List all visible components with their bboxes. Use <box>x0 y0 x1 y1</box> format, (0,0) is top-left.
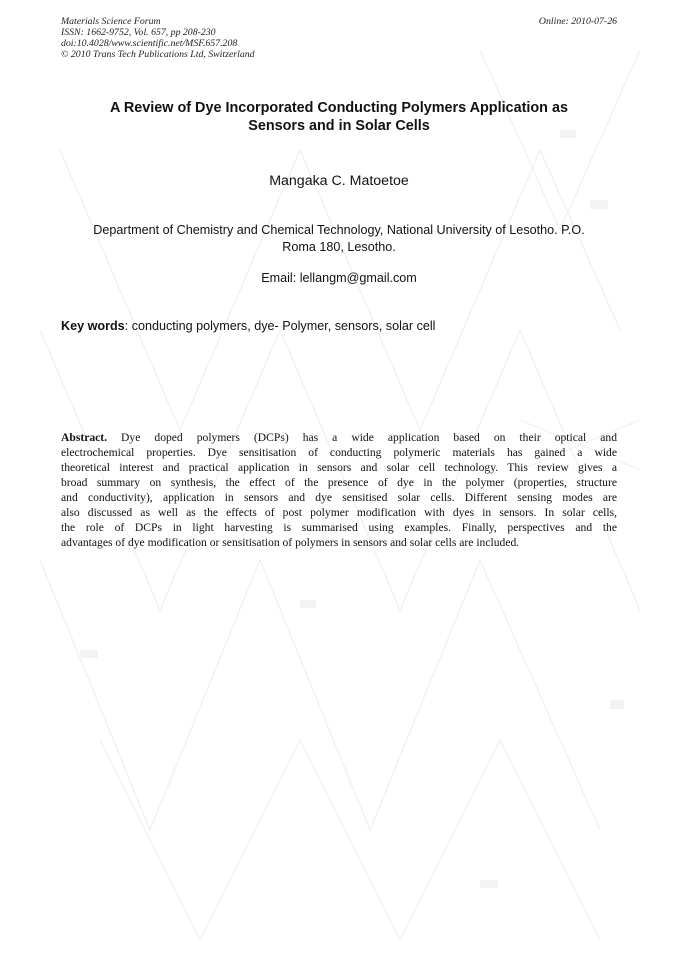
title-line-2: Sensors and in Solar Cells <box>248 118 430 134</box>
abstract-line-1-text: Dye doped polymers (DCPs) has a wide application based on their optical and <box>107 431 617 444</box>
title-line-1: A Review of Dye Incorporated Conducting Polymers Application as <box>110 100 568 116</box>
abstract-label: Abstract. <box>61 431 108 444</box>
keywords <box>61 318 617 335</box>
copyright-line: © 2010 Trans Tech Publications Ltd, Switzerland <box>61 49 255 60</box>
abstract-line: broad summary on synthesis, the effect of the presence of dye in the polymer (properties, structure <box>61 476 617 489</box>
paper-title <box>61 99 617 135</box>
abstract-line: and conductivity), application in sensors and dye sensitised solar cells. Different sensing modes are <box>61 491 617 504</box>
affiliation <box>61 222 617 256</box>
abstract-line: theoretical interest and practical application in sensors and solar cell technology. This review gives a <box>61 461 617 474</box>
abstract-line: electrochemical properties. Dye sensitisation of conducting polymeric materials has gained a wide <box>61 446 617 459</box>
journal-info <box>61 16 255 60</box>
online-date: Online: 2010-07-26 <box>538 16 617 27</box>
abstract <box>61 430 617 550</box>
keywords-label: Key words <box>61 319 125 333</box>
abstract-line: advantages of dye modification or sensitisation of polymers in sensors and solar cells are included. <box>61 536 520 549</box>
abstract-line: also discussed as well as the effects of post polymer modification with dyes in sensors. In solar cells, <box>61 506 617 519</box>
doi-line: doi:10.4028/www.scientific.net/MSF.657.208 <box>61 38 238 49</box>
keywords-text: : conducting polymers, dye- Polymer, sensors, solar cell <box>124 319 436 333</box>
author-name: Mangaka C. Matoetoe <box>269 173 409 189</box>
affiliation-line-2: Roma 180, Lesotho. <box>282 240 396 254</box>
abstract-line <box>61 430 617 445</box>
author-email: Email: lellangm@gmail.com <box>261 271 417 285</box>
affiliation-line-1: Department of Chemistry and Chemical Technology, National University of Lesotho. P.O. <box>93 223 585 237</box>
abstract-line: the role of DCPs in light harvesting is summarised using examples. Finally, perspectives and the <box>61 521 617 534</box>
journal-name: Materials Science Forum <box>61 16 161 27</box>
issn-line: ISSN: 1662-9752, Vol. 657, pp 208-230 <box>61 27 216 38</box>
